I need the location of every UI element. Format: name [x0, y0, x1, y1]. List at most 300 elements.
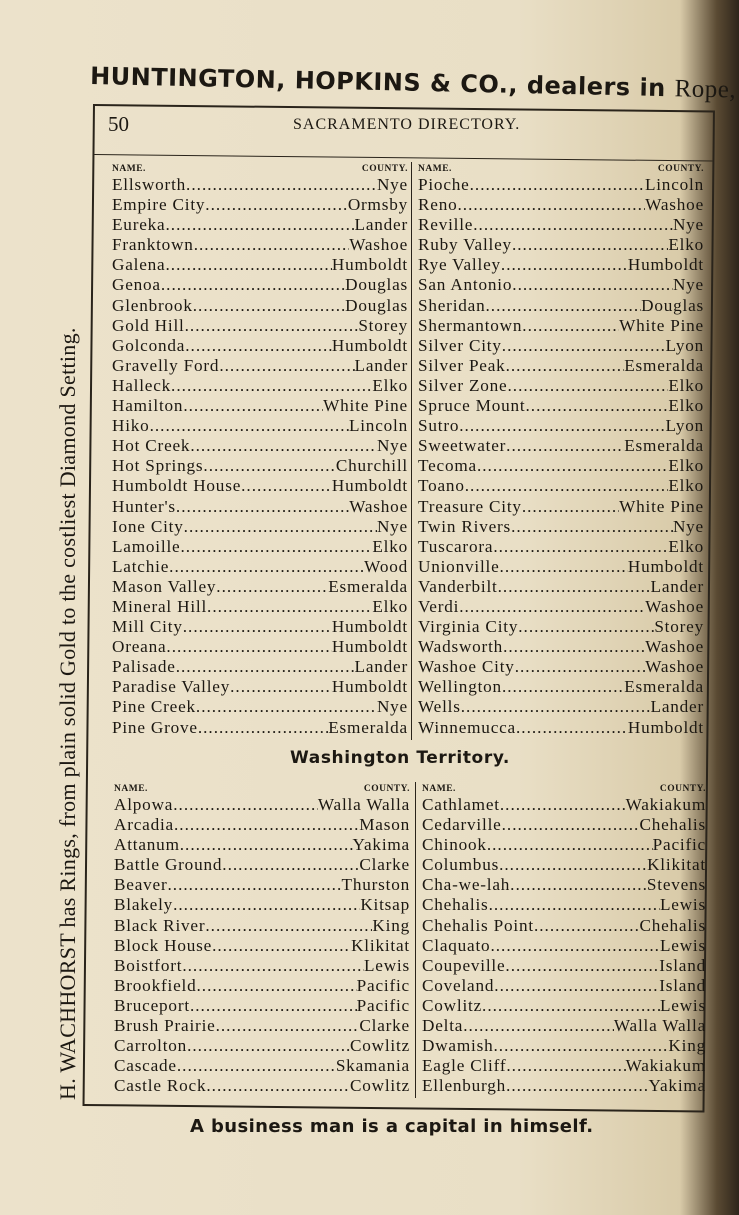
directory-row	[418, 476, 704, 496]
washington-territory-heading: Washington Territory.	[290, 748, 510, 768]
directory-row	[114, 835, 410, 855]
leader-dots	[205, 195, 348, 215]
place-name: Claquato	[422, 935, 491, 955]
leader-dots	[222, 855, 359, 875]
leader-dots	[174, 815, 359, 835]
column-header	[422, 783, 706, 795]
county-name: Washoe	[645, 195, 704, 215]
column-divider	[415, 782, 416, 1098]
place-name: Sutro	[418, 416, 460, 436]
directory-row	[422, 996, 706, 1016]
place-name: Mill City	[112, 617, 183, 637]
place-name: Oreana	[112, 637, 167, 657]
directory-title: SACRAMENTO DIRECTORY.	[293, 116, 521, 133]
leader-dots	[171, 376, 372, 396]
nevada-right-column	[418, 163, 704, 738]
place-name: Gravelly Ford	[112, 355, 220, 375]
place-name: Block House	[114, 935, 213, 955]
directory-row	[422, 976, 706, 996]
directory-row	[112, 597, 408, 617]
county-name: White Pine	[619, 496, 704, 516]
place-name: Bruceport	[114, 995, 190, 1015]
leader-dots	[196, 697, 377, 717]
directory-row	[112, 215, 408, 235]
county-name: Yakima	[648, 1076, 706, 1096]
directory-row	[418, 577, 704, 597]
county-name: Humboldt	[331, 637, 408, 657]
leader-dots	[190, 436, 377, 456]
directory-row	[112, 476, 408, 496]
place-name: Lamoille	[112, 536, 181, 556]
directory-row	[422, 875, 706, 895]
place-name: Hunter's	[112, 496, 176, 516]
place-name: Attanum	[114, 835, 180, 855]
leader-dots	[511, 517, 673, 537]
directory-row	[418, 517, 704, 537]
county-name: Elko	[372, 375, 408, 395]
place-name: Verdi	[418, 596, 460, 616]
county-name: Cowlitz	[349, 1076, 410, 1096]
directory-row	[422, 1056, 706, 1076]
directory-row	[114, 855, 410, 875]
directory-row	[112, 356, 408, 376]
county-name: Nye	[376, 516, 408, 536]
directory-row	[114, 916, 410, 936]
county-name: Humboldt	[627, 556, 704, 576]
directory-row	[418, 316, 704, 336]
county-name: Washoe	[645, 657, 704, 677]
place-name: Silver Peak	[418, 355, 506, 375]
place-name: Galena	[112, 255, 166, 275]
county-name: Nye	[376, 697, 408, 717]
column-header	[114, 783, 410, 795]
leader-dots	[206, 1076, 350, 1096]
leader-dots	[169, 557, 364, 577]
place-name: Cha-we-lah	[422, 875, 511, 895]
county-name: Stevens	[646, 875, 706, 895]
column-divider	[411, 162, 412, 740]
county-name: Nye	[672, 215, 704, 235]
place-name: Hot Creek	[112, 436, 191, 456]
county-name: Lincoln	[348, 416, 408, 436]
county-name: Elko	[372, 596, 408, 616]
directory-row	[112, 697, 408, 717]
place-name: Columbus	[422, 855, 500, 875]
name-header: NAME.	[418, 164, 452, 174]
leader-dots	[173, 895, 360, 915]
leader-dots	[503, 637, 645, 657]
county-name: King	[668, 1036, 706, 1056]
directory-row	[112, 316, 408, 336]
leader-dots	[493, 1036, 668, 1056]
county-name: Washoe	[349, 496, 408, 516]
place-name: Tuscarora	[418, 536, 494, 556]
directory-row	[418, 537, 704, 557]
top-ad-main: HUNTINGTON, HOPKINS & CO., dealers in	[89, 62, 675, 103]
directory-row	[112, 175, 408, 195]
column-header	[418, 163, 704, 175]
county-name: Esmeralda	[624, 436, 704, 456]
washington-left-column	[114, 783, 410, 1096]
directory-row	[112, 577, 408, 597]
leader-dots	[518, 617, 654, 637]
county-name: Pacific	[652, 835, 706, 855]
leader-dots	[180, 835, 353, 855]
leader-dots	[207, 597, 372, 617]
county-name: Island	[659, 975, 706, 995]
county-name: Humboldt	[331, 335, 408, 355]
leader-dots	[500, 795, 626, 815]
directory-row	[418, 557, 704, 577]
directory-row	[418, 175, 704, 195]
leader-dots	[506, 356, 625, 376]
place-name: Hot Springs	[112, 456, 204, 476]
county-name: Storey	[358, 315, 408, 335]
county-name: Lander	[650, 697, 704, 717]
place-name: Pioche	[418, 175, 470, 194]
county-name: Wood	[364, 556, 408, 576]
leader-dots	[185, 316, 359, 336]
leader-dots	[502, 815, 640, 835]
place-name: Ellsworth	[112, 175, 187, 194]
directory-row	[114, 1016, 410, 1036]
directory-row	[422, 1016, 706, 1036]
directory-row	[418, 376, 704, 396]
county-name: Lewis	[659, 995, 706, 1015]
leader-dots	[216, 1016, 360, 1036]
directory-row	[114, 875, 410, 895]
directory-row	[112, 517, 408, 537]
place-name: Golconda	[112, 335, 186, 355]
directory-row	[422, 916, 706, 936]
county-name: Lewis	[659, 935, 706, 955]
place-name: Sweetwater	[418, 436, 507, 456]
directory-row	[112, 657, 408, 677]
place-name: Wadsworth	[418, 637, 504, 657]
county-name: White Pine	[323, 396, 408, 416]
county-name: Nye	[672, 516, 704, 536]
place-name: Toano	[418, 476, 465, 496]
directory-row	[418, 657, 704, 677]
leader-dots	[493, 537, 668, 557]
county-name: Ormsby	[347, 195, 408, 215]
place-name: Wells	[418, 697, 461, 717]
name-header: NAME.	[422, 784, 456, 794]
place-name: Rye Valley	[418, 255, 501, 275]
place-name: Twin Rivers	[418, 516, 512, 536]
county-name: Cowlitz	[349, 1036, 410, 1056]
directory-row	[114, 1056, 410, 1076]
directory-row	[422, 835, 706, 855]
county-header: COUNTY.	[659, 784, 706, 794]
directory-row	[418, 697, 704, 717]
county-name: Lewis	[659, 895, 706, 915]
place-name: Mineral Hill	[112, 596, 208, 616]
county-name: Lander	[354, 215, 408, 235]
leader-dots	[230, 677, 332, 697]
leader-dots	[459, 416, 665, 436]
county-name: Humboldt	[331, 677, 408, 697]
directory-row	[418, 497, 704, 517]
place-name: Ellenburgh	[422, 1076, 507, 1096]
leader-dots	[176, 657, 355, 677]
place-name: Arcadia	[114, 815, 174, 835]
directory-row	[422, 795, 706, 815]
county-name: Washoe	[645, 596, 704, 616]
leader-dots	[502, 336, 666, 356]
county-name: Wakiakum	[625, 795, 706, 814]
directory-row	[112, 195, 408, 215]
directory-row	[112, 557, 408, 577]
place-name: Chehalis Point	[422, 915, 534, 935]
leader-dots	[184, 517, 377, 537]
place-name: Silver City	[418, 335, 502, 355]
place-name: Boistfort	[114, 955, 183, 975]
place-name: Blakely	[114, 895, 174, 915]
place-name: Brush Prairie	[114, 1016, 216, 1036]
place-name: Vanderbilt	[418, 576, 498, 596]
place-name: Battle Ground	[114, 855, 223, 875]
header-rule	[94, 154, 712, 161]
leader-dots	[498, 577, 651, 597]
county-name: Chehalis	[639, 815, 706, 835]
place-name: Eureka	[112, 215, 166, 235]
leader-dots	[506, 436, 624, 456]
directory-row	[112, 235, 408, 255]
county-name: Lewis	[363, 955, 410, 975]
leader-dots	[183, 617, 332, 637]
top-ad-tail: Rope,	[674, 75, 737, 104]
place-name: Shermantown	[418, 315, 523, 335]
place-name: Washoe City	[418, 657, 515, 677]
directory-row	[112, 637, 408, 657]
place-name: Chinook	[422, 835, 487, 855]
place-name: Pine Grove	[112, 717, 198, 737]
county-name: Klikitat	[647, 855, 706, 875]
place-name: Wellington	[418, 677, 502, 697]
place-name: Reville	[418, 215, 474, 235]
directory-row	[422, 895, 706, 915]
nevada-left-column	[112, 163, 408, 738]
leader-dots	[186, 175, 377, 195]
directory-row	[114, 895, 410, 915]
place-name: Mason Valley	[112, 576, 217, 596]
place-name: Cathlamet	[422, 795, 500, 814]
place-name: Cedarville	[422, 815, 502, 835]
place-name: Carrolton	[114, 1036, 188, 1056]
directory-row	[114, 936, 410, 956]
place-name: Brookfield	[114, 975, 197, 995]
directory-row	[114, 1036, 410, 1056]
leader-dots	[182, 956, 364, 976]
leader-dots	[183, 396, 323, 416]
county-name: Esmeralda	[328, 717, 408, 737]
county-name: Mason	[359, 815, 410, 835]
page-header	[108, 112, 708, 142]
directory-row	[114, 795, 410, 815]
place-name: Alpowa	[114, 795, 174, 814]
leader-dots	[506, 1076, 648, 1096]
place-name: Paradise Valley	[112, 677, 231, 697]
leader-dots	[216, 577, 328, 597]
place-name: Reno	[418, 195, 458, 215]
place-name: Empire City	[112, 195, 206, 215]
leader-dots	[241, 476, 332, 496]
leader-dots	[470, 175, 645, 195]
county-name: Washoe	[645, 637, 704, 657]
county-name: Lander	[354, 657, 408, 677]
county-name: Yakima	[352, 835, 410, 855]
directory-row	[112, 396, 408, 416]
directory-row	[114, 976, 410, 996]
leader-dots	[176, 497, 349, 517]
leader-dots	[219, 356, 354, 376]
county-name: Douglas	[345, 275, 408, 295]
county-header: COUNTY.	[657, 164, 704, 174]
place-name: Ruby Valley	[418, 235, 512, 255]
directory-row	[112, 718, 408, 738]
directory-row	[422, 1036, 706, 1056]
county-name: Elko	[668, 375, 704, 395]
county-name: Esmeralda	[328, 576, 408, 596]
leader-dots	[177, 1056, 336, 1076]
county-name: Nye	[672, 275, 704, 295]
leader-dots	[167, 875, 341, 895]
directory-row	[418, 296, 704, 316]
county-name: Douglas	[641, 295, 704, 315]
county-name: Lincoln	[644, 175, 704, 194]
directory-row	[114, 956, 410, 976]
directory-row	[418, 597, 704, 617]
leader-dots	[166, 637, 331, 657]
directory-row	[112, 416, 408, 436]
leader-dots	[194, 235, 350, 255]
directory-row	[418, 677, 704, 697]
directory-row	[112, 537, 408, 557]
county-name: Lyon	[665, 335, 704, 355]
name-header: NAME.	[112, 164, 146, 174]
leader-dots	[534, 916, 639, 936]
leader-dots	[512, 275, 673, 295]
place-name: Gold Hill	[112, 315, 185, 335]
directory-row	[112, 296, 408, 316]
leader-dots	[165, 215, 354, 235]
leader-dots	[459, 597, 645, 617]
county-name: Nye	[376, 175, 408, 194]
place-name: Virginia City	[418, 617, 519, 637]
directory-row	[112, 436, 408, 456]
leader-dots	[463, 1016, 614, 1036]
place-name: Delta	[422, 1016, 464, 1036]
county-name: Thurston	[341, 875, 410, 895]
county-name: Elko	[668, 476, 704, 496]
leader-dots	[506, 1056, 625, 1076]
leader-dots	[499, 855, 647, 875]
directory-row	[418, 356, 704, 376]
place-name: Silver Zone	[418, 375, 508, 395]
leader-dots	[457, 195, 645, 215]
leader-dots	[165, 255, 331, 275]
place-name: Cascade	[114, 1056, 177, 1076]
place-name: Glenbrook	[112, 295, 193, 315]
directory-row	[422, 956, 706, 976]
place-name: Tecoma	[418, 456, 477, 476]
leader-dots	[203, 456, 335, 476]
county-name: Humboldt	[627, 255, 704, 275]
county-name: Kitsap	[360, 895, 410, 915]
leader-dots	[522, 316, 619, 336]
county-name: Humboldt	[627, 717, 704, 737]
place-name: Humboldt House	[112, 476, 242, 496]
county-name: Elko	[372, 536, 408, 556]
place-name: Beaver	[114, 875, 168, 895]
county-name: Clarke	[359, 1016, 410, 1036]
directory-row	[418, 336, 704, 356]
leader-dots	[150, 416, 349, 436]
county-name: Clarke	[359, 855, 410, 875]
county-name: Nye	[376, 436, 408, 456]
county-name: Island	[659, 955, 706, 975]
leader-dots	[482, 996, 660, 1016]
directory-row	[418, 215, 704, 235]
county-name: Lyon	[665, 416, 704, 436]
leader-dots	[198, 718, 328, 738]
directory-row	[112, 497, 408, 517]
leader-dots	[161, 275, 345, 295]
directory-row	[418, 436, 704, 456]
county-name: Chehalis	[639, 915, 706, 935]
directory-row	[422, 1076, 706, 1096]
directory-row	[418, 235, 704, 255]
place-name: Hiko	[112, 416, 150, 436]
leader-dots	[212, 936, 351, 956]
leader-dots	[525, 396, 668, 416]
leader-dots	[489, 895, 660, 915]
leader-dots	[185, 336, 332, 356]
column-header	[112, 163, 408, 175]
county-name: Elko	[668, 235, 704, 255]
county-name: Elko	[668, 396, 704, 416]
county-name: Douglas	[345, 295, 408, 315]
leader-dots	[507, 376, 668, 396]
place-name: Pine Creek	[112, 697, 196, 717]
place-name: Black River	[114, 915, 206, 935]
county-name: Humboldt	[331, 617, 408, 637]
county-name: Klikitat	[351, 935, 410, 955]
place-name: Coupeville	[422, 955, 506, 975]
leader-dots	[505, 956, 659, 976]
county-name: Walla Walla	[613, 1016, 706, 1036]
leader-dots	[205, 916, 372, 936]
directory-row	[114, 815, 410, 835]
directory-row	[418, 195, 704, 215]
directory-row	[112, 617, 408, 637]
directory-row	[114, 996, 410, 1016]
place-name: Latchie	[112, 556, 170, 576]
directory-row	[112, 677, 408, 697]
directory-row	[112, 376, 408, 396]
county-name: White Pine	[619, 315, 704, 335]
place-name: Hamilton	[112, 396, 184, 416]
leader-dots	[487, 835, 653, 855]
directory-row	[418, 617, 704, 637]
county-name: Elko	[668, 456, 704, 476]
place-name: Chehalis	[422, 895, 489, 915]
place-name: Dwamish	[422, 1036, 494, 1056]
leader-dots	[510, 875, 647, 895]
leader-dots	[515, 657, 646, 677]
leader-dots	[500, 557, 628, 577]
